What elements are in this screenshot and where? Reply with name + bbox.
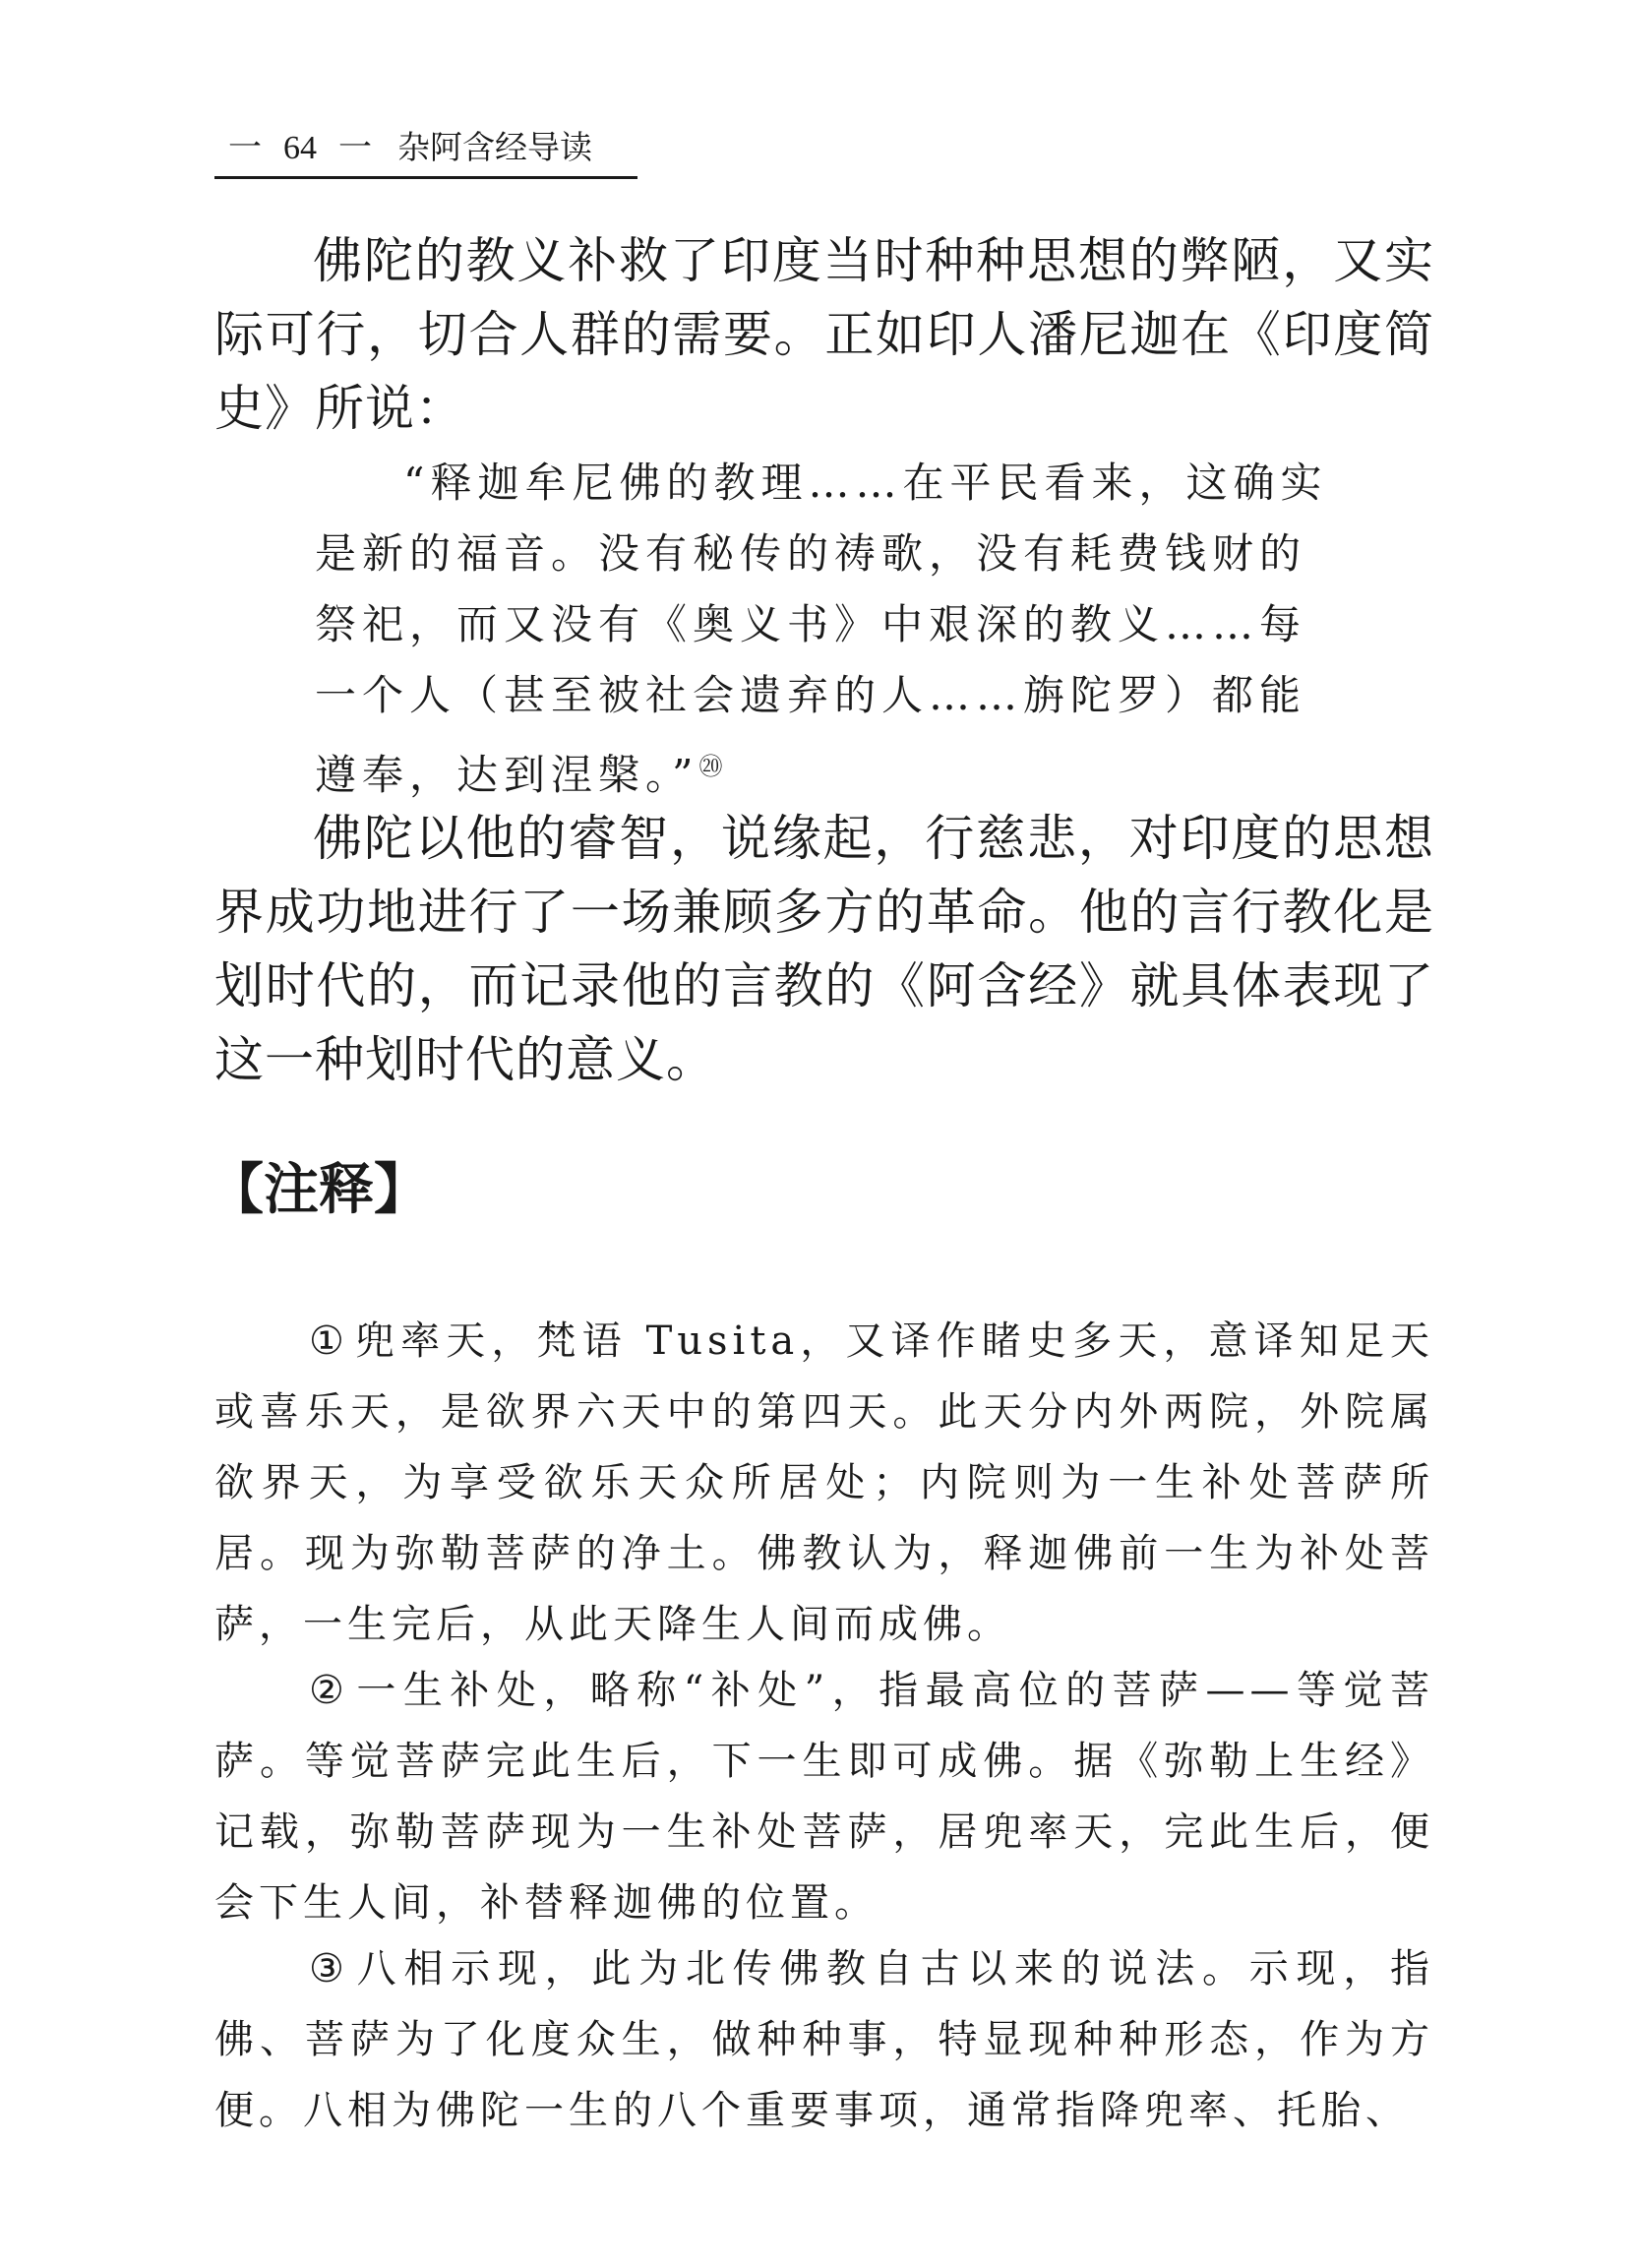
header-dash-right: 一 (338, 128, 372, 167)
note-text: 兜率天，梵语 Tusita，又译作睹史多天，意译知足天或喜乐天，是欲界六天中的第四天。此天分内外两院，外院属欲界天，为享受欲乐天众所居处；内院则为一生补处菩萨所居。现为弥勒菩萨的净土。佛教认为，释迦佛前一生为补处菩萨，一生完后，从此天降生人间而成佛。 (214, 1318, 1434, 1647)
page-number: 64 (283, 130, 317, 166)
block-quote-text: “释迦牟尼佛的教理……在平民看来，这确实是新的福音。没有秘传的祷歌，没有耗费钱财的祭祀，而又没有《奥义书》中艰深的教义……每一个人（甚至被社会遗弃的人……旃陀罗）都能遵奉，达到涅槃。” (315, 459, 1328, 799)
note-item-1 (214, 1306, 1434, 1660)
note-number: ① (309, 1318, 345, 1364)
block-quote (315, 448, 1328, 811)
body-paragraph-1: 佛陀的教义补救了印度当时种种思想的弊陋，又实际可行，切合人群的需要。正如印人潘尼迦在《印度简史》所说： (214, 232, 1434, 437)
body-paragraph-2: 佛陀以他的睿智，说缘起，行慈悲，对印度的思想界成功地进行了一场兼顾多方的革命。他的言行教化是划时代的，而记录他的言教的《阿含经》就具体表现了这一种划时代的意义。 (214, 810, 1434, 1088)
note-number: ③ (309, 1946, 347, 1992)
note-item-2 (214, 1655, 1434, 1938)
footnote-reference-20[interactable]: ⑳ (698, 753, 723, 780)
note-number: ② (309, 1668, 347, 1713)
note-item-3 (214, 1933, 1434, 2146)
note-text: 八相示现，此为北传佛教自古以来的说法。示现，指佛、菩萨为了化度众生，做种种事，特显现种种形态，作为方便。八相为佛陀一生的八个重要事项，通常指降兜率、托胎、 (214, 1946, 1435, 2133)
notes-heading: 【注释】 (209, 1158, 429, 1222)
running-header (214, 126, 637, 179)
book-title: 杂阿含经导读 (397, 128, 592, 166)
note-text: 一生补处，略称“补处”，指最高位的菩萨——等觉菩萨。等觉菩萨完此生后，下一生即可成佛。据《弥勒上生经》记载，弥勒菩萨现为一生补处菩萨，居兜率天，完此生后，便会下生人间，补替释迦佛的位置。 (214, 1668, 1435, 1926)
header-dash-left: 一 (228, 128, 262, 167)
